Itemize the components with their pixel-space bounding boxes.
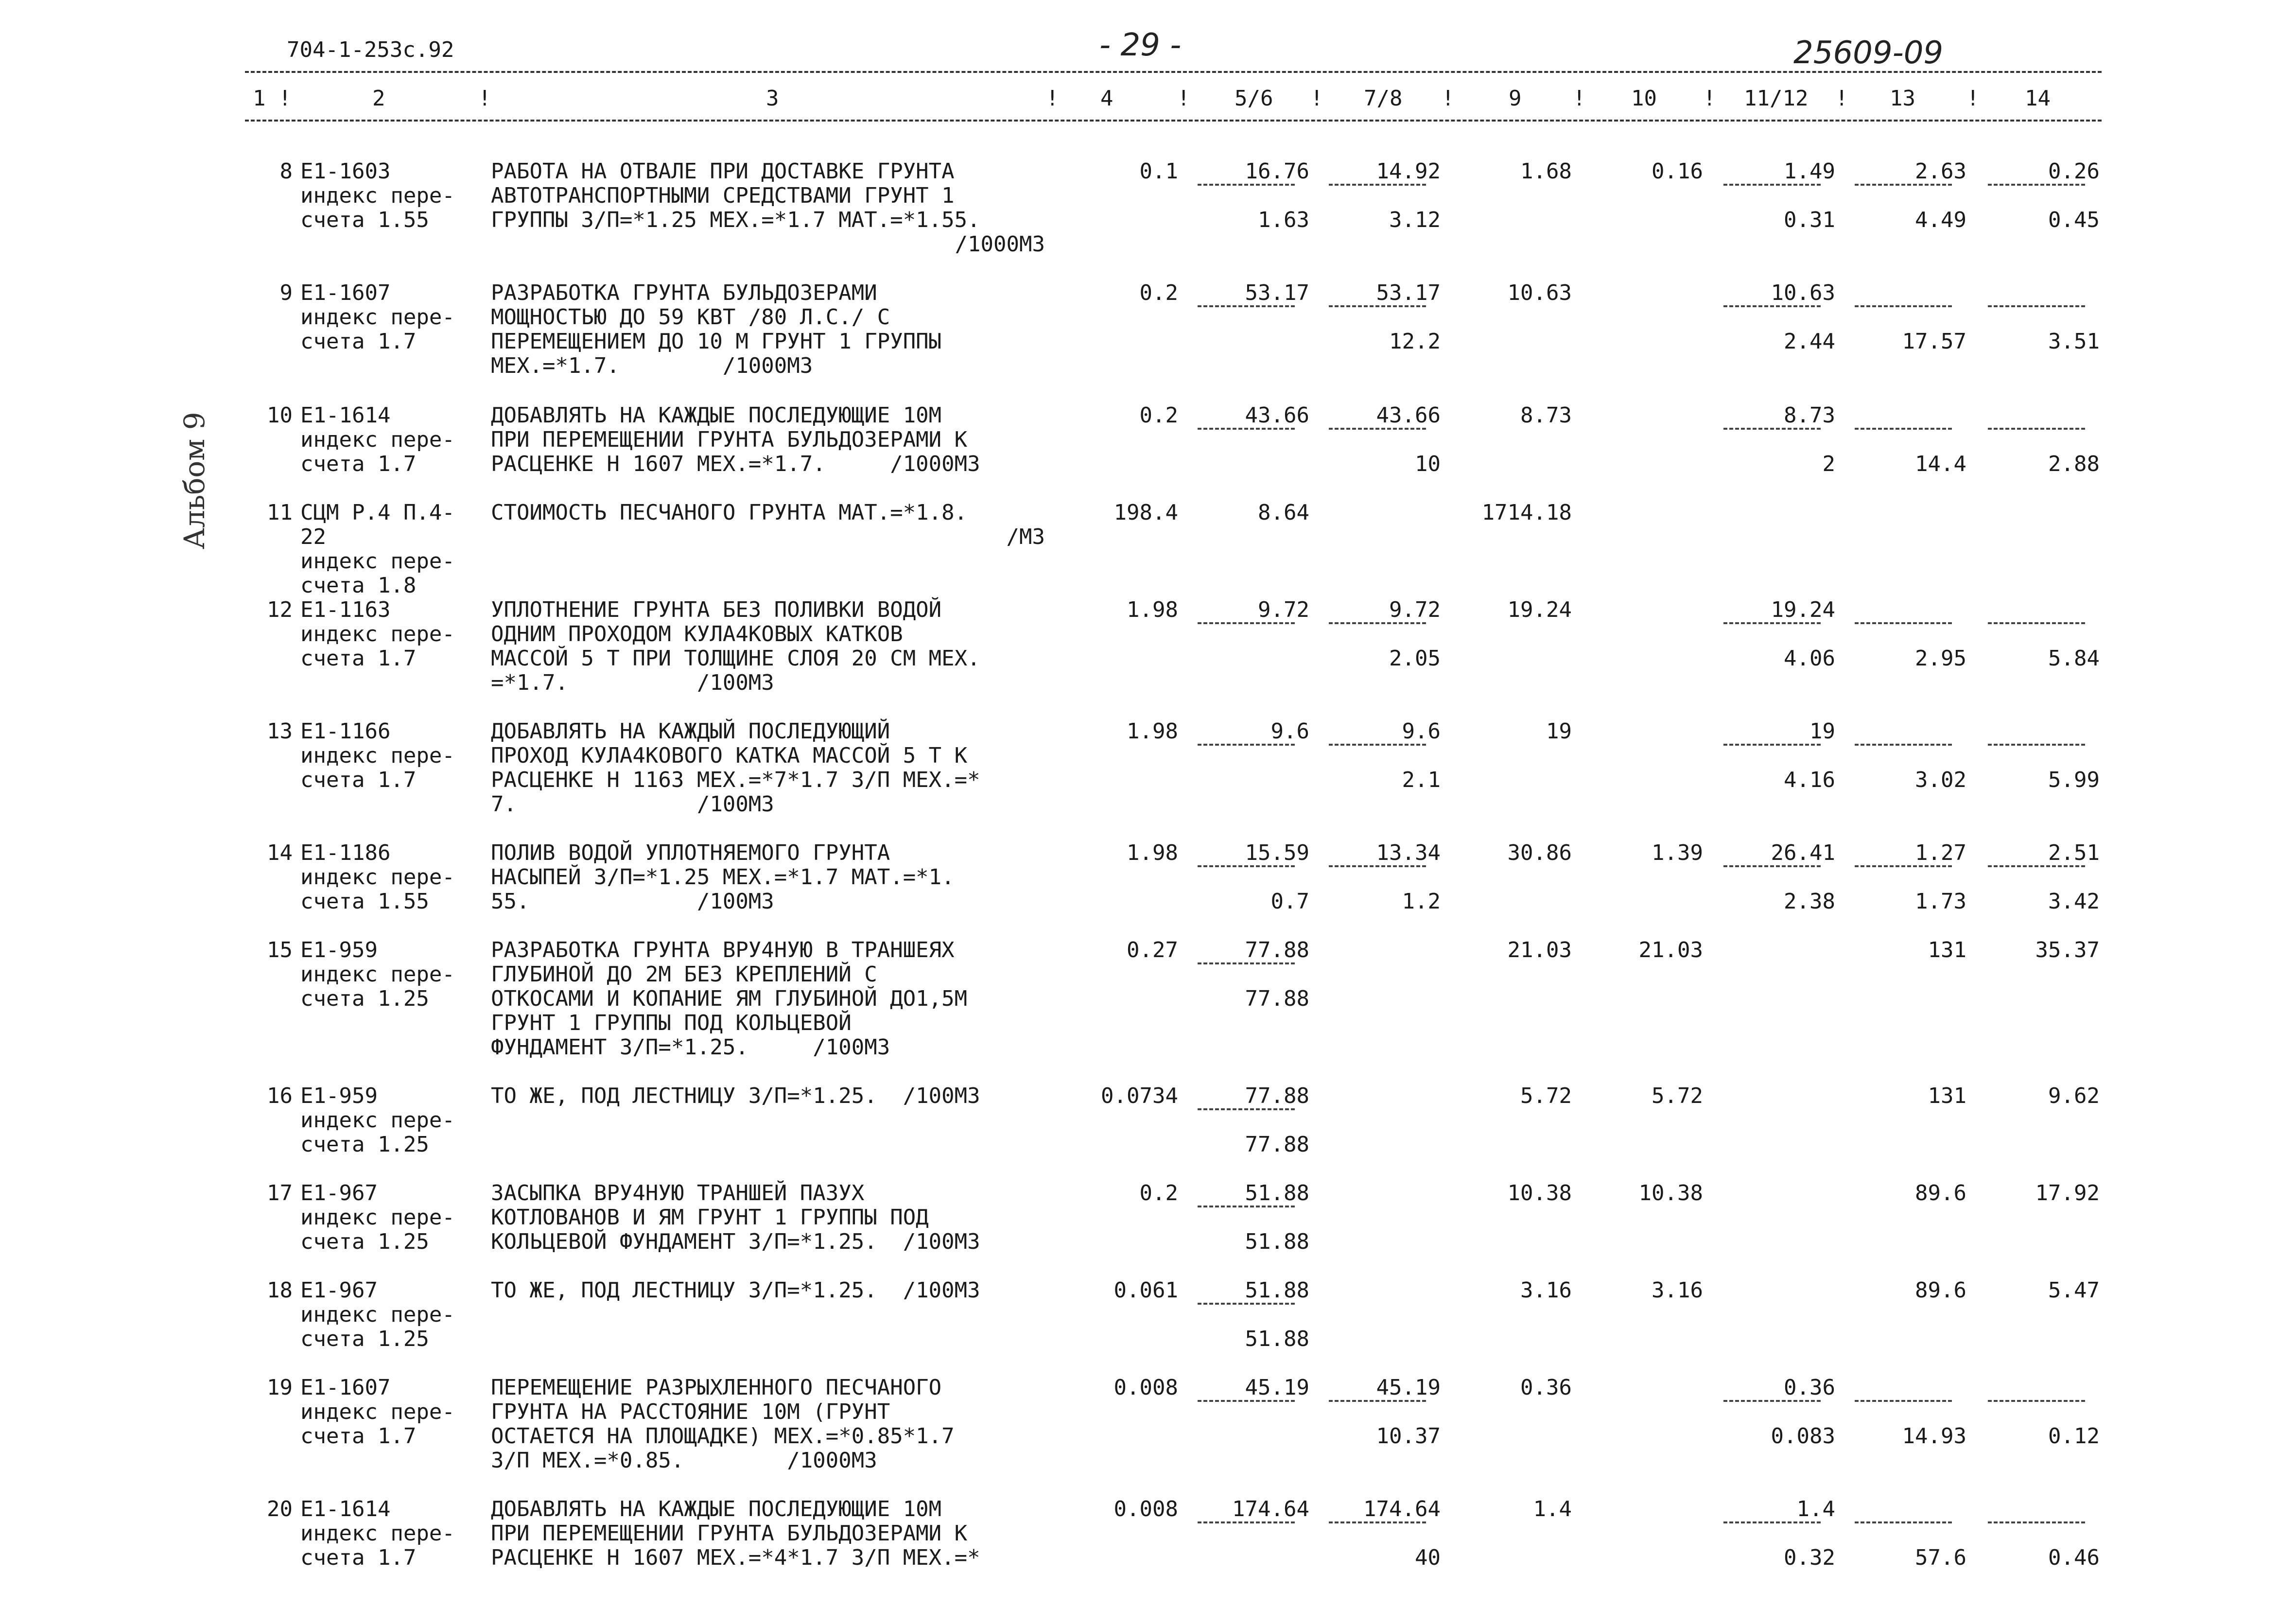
cell-c14b: 0.45 [2048, 208, 2100, 232]
rate-code-line: счета 1.25 [300, 1327, 429, 1351]
cell-c4: 0.2 [1139, 1181, 1178, 1206]
fraction-divider [1988, 428, 2085, 430]
description-line: РАСЦЕНКЕ Н 1607 МЕХ.=*1.7. /1000М3 [491, 452, 980, 476]
cell-c1112: 1.49 [1784, 159, 1835, 184]
fraction-divider [1198, 1303, 1295, 1305]
cell-c10: 21.03 [1638, 938, 1703, 962]
cell-c14: 0.26 [2048, 159, 2100, 184]
fraction-divider [1329, 305, 1426, 307]
col-header-7-8: 7/8 [1364, 86, 1403, 111]
description-line: ГРУППЫ З/П=*1.25 МЕХ.=*1.7 МАТ.=*1.55. [491, 208, 980, 232]
row-number: 11 [267, 500, 293, 525]
doc-code: 704-1-253с.92 [287, 37, 454, 62]
cell-c14: 2.51 [2048, 840, 2100, 865]
cell-c1112: 19.24 [1771, 597, 1835, 622]
rate-code-line: Е1-1163 [300, 597, 391, 622]
rate-code-line: Е1-959 [300, 1084, 378, 1108]
fraction-divider [1723, 622, 1821, 624]
col-header-sep: ! [1573, 86, 1586, 111]
row-number: 20 [267, 1497, 293, 1521]
fraction-divider [1329, 1521, 1426, 1523]
rate-code-line: счета 1.7 [300, 1424, 417, 1449]
fraction-divider [1723, 865, 1821, 867]
description-line: =*1.7. /100М3 [491, 670, 774, 695]
row-number: 9 [279, 280, 293, 305]
cell-c1112b: 0.32 [1784, 1545, 1835, 1570]
row-number: 8 [279, 159, 293, 184]
rate-code-line: Е1-1186 [300, 840, 391, 865]
rate-code-line: счета 1.8 [300, 573, 417, 598]
description-line: ОСТАЕТСЯ НА ПЛОЩАДКЕ) МЕХ.=*0.85*1.7 [491, 1424, 955, 1449]
cell-c14b: 0.12 [2048, 1424, 2100, 1449]
cell-c1112b: 2.44 [1784, 329, 1835, 354]
cell-c56: 51.88 [1245, 1278, 1309, 1303]
rate-code-line: счета 1.7 [300, 329, 417, 354]
cell-c78: 9.6 [1402, 719, 1441, 744]
fraction-divider [1198, 1108, 1295, 1110]
cell-c9: 19.24 [1507, 597, 1572, 622]
fraction-divider [1988, 184, 2085, 186]
description-line: ОТКОСАМИ И КОПАНИЕ ЯМ ГЛУБИНОЙ ДО1,5М [491, 986, 968, 1011]
row-number: 10 [267, 403, 293, 428]
description-line: ПРОХОД КУЛА4КОВОГО КАТКА МАССОЙ 5 Т К [491, 743, 968, 768]
description-line: РАСЦЕНКЕ Н 1163 МЕХ.=*7*1.7 З/П МЕХ.=* [491, 768, 980, 792]
cell-c4: 0.0734 [1101, 1084, 1178, 1108]
cell-c13: 131 [1928, 938, 1966, 962]
cell-c9: 5.72 [1520, 1084, 1572, 1108]
description-line: РАСЦЕНКЕ Н 1607 МЕХ.=*4*1.7 З/П МЕХ.=* [491, 1545, 980, 1570]
fraction-divider [1329, 865, 1426, 867]
description-line: МОЩНОСТЬЮ ДО 59 КВТ /80 Л.С./ С [491, 305, 890, 330]
description-line: ДОБАВЛЯТЬ НА КАЖДЫЕ ПОСЛЕДУЮЩИЕ 10М [491, 403, 942, 428]
fraction-divider [1988, 305, 2085, 307]
cell-c56b: 0.7 [1270, 889, 1309, 914]
col-header-11-12: 11/12 [1744, 86, 1809, 111]
cell-c56: 43.66 [1245, 403, 1309, 428]
cell-c78b: 10 [1415, 452, 1441, 476]
row-number: 15 [267, 938, 293, 962]
cell-c4: 1.98 [1127, 719, 1178, 744]
rate-code-line: счета 1.7 [300, 1545, 417, 1570]
rate-code-line: индекс пере- [300, 1205, 455, 1230]
rate-code-line: Е1-1607 [300, 1375, 391, 1400]
cell-c56b: 51.88 [1245, 1327, 1309, 1351]
fraction-divider [1198, 1400, 1295, 1402]
description-line: ЗАСЫПКА ВРУ4НУЮ ТРАНШЕЙ ПАЗУХ [491, 1181, 865, 1206]
fraction-divider [1855, 428, 1952, 430]
rate-code-line: СЦМ Р.4 П.4- [300, 500, 455, 525]
fraction-divider [1988, 744, 2085, 746]
description-line: ГРУНТ 1 ГРУППЫ ПОД КОЛЬЦЕВОЙ [491, 1011, 852, 1035]
rate-code-line: Е1-1607 [300, 280, 391, 305]
cell-c56: 15.59 [1245, 840, 1309, 865]
cell-c9: 10.63 [1507, 280, 1572, 305]
cell-c78: 45.19 [1376, 1375, 1441, 1400]
fraction-divider [1723, 744, 1821, 746]
cell-c56: 53.17 [1245, 280, 1309, 305]
cell-c10: 0.16 [1652, 159, 1703, 184]
cell-c56b: 1.63 [1258, 208, 1309, 232]
cell-c56: 45.19 [1245, 1375, 1309, 1400]
rate-code-line: индекс пере- [300, 622, 455, 647]
album-side-label: Альбом 9 [178, 412, 211, 549]
row-number: 19 [267, 1375, 293, 1400]
cell-c13: 89.6 [1915, 1181, 1966, 1206]
fraction-divider [1855, 305, 1952, 307]
rate-code-line: индекс пере- [300, 1302, 455, 1327]
cell-c14: 17.92 [2035, 1181, 2100, 1206]
cell-c78: 174.64 [1363, 1497, 1441, 1521]
col-header-1: 1 ! [253, 86, 292, 111]
cell-c13b: 2.95 [1915, 646, 1966, 671]
cell-c14: 9.62 [2048, 1084, 2100, 1108]
description-line: 55. /100М3 [491, 889, 774, 914]
cell-c56b: 77.88 [1245, 1132, 1309, 1157]
cell-c9: 0.36 [1520, 1375, 1572, 1400]
fraction-divider [1855, 184, 1952, 186]
description-line: АВТОТРАНСПОРТНЫМИ СРЕДСТВАМИ ГРУНТ 1 [491, 183, 955, 208]
description-line: ГРУНТА НА РАССТОЯНИЕ 10М (ГРУНТ [491, 1399, 890, 1424]
cell-c4: 0.2 [1139, 403, 1178, 428]
cell-c9: 10.38 [1507, 1181, 1572, 1206]
cell-c56: 16.76 [1245, 159, 1309, 184]
cell-c10: 10.38 [1638, 1181, 1703, 1206]
cell-c78: 43.66 [1376, 403, 1441, 428]
cell-c78b: 40 [1415, 1545, 1441, 1570]
cell-c14: 35.37 [2035, 938, 2100, 962]
cell-c9: 30.86 [1507, 840, 1572, 865]
fraction-divider [1723, 184, 1821, 186]
cell-c1112b: 2 [1822, 452, 1835, 476]
fraction-divider [1329, 622, 1426, 624]
fraction-divider [1988, 865, 2085, 867]
cell-c13: 89.6 [1915, 1278, 1966, 1303]
col-header-2: 2 [372, 86, 385, 111]
fraction-divider [1198, 305, 1295, 307]
cell-c78b: 2.05 [1389, 646, 1441, 671]
description-line: ФУНДАМЕНТ З/П=*1.25. /100М3 [491, 1035, 890, 1060]
col-header-9: 9 [1509, 86, 1522, 111]
col-header-13: 13 [1890, 86, 1915, 111]
description-line: СТОИМОСТЬ ПЕСЧАНОГО ГРУНТА МАТ.=*1.8. [491, 500, 968, 525]
cell-c13b: 3.02 [1915, 768, 1966, 792]
col-header-14: 14 [2025, 86, 2051, 111]
fraction-divider [1988, 1400, 2085, 1402]
rate-code-line: Е1-959 [300, 938, 378, 962]
cell-c4: 0.2 [1139, 280, 1178, 305]
rate-code-line: Е1-967 [300, 1181, 378, 1206]
cell-c1112: 10.63 [1771, 280, 1835, 305]
rate-code-line: счета 1.7 [300, 768, 417, 792]
cell-c56: 9.6 [1270, 719, 1309, 744]
fraction-divider [1198, 622, 1295, 624]
rate-code-line: Е1-967 [300, 1278, 378, 1303]
cell-c10: 3.16 [1652, 1278, 1703, 1303]
fraction-divider [1198, 1206, 1295, 1207]
col-header-sep: ! [1310, 86, 1323, 111]
row-number: 12 [267, 597, 293, 622]
cell-c4: 0.008 [1113, 1497, 1178, 1521]
description-line: МАССОЙ 5 Т ПРИ ТОЛЩИНЕ СЛОЯ 20 СМ МЕХ. [491, 646, 980, 671]
cell-c1112: 8.73 [1784, 403, 1835, 428]
cell-c14b: 2.88 [2048, 452, 2100, 476]
col-header-10: 10 [1631, 86, 1657, 111]
rate-code-line: индекс пере- [300, 427, 455, 452]
rate-code-line: индекс пере- [300, 183, 455, 208]
fraction-divider [1723, 1521, 1821, 1523]
cell-c13b: 1.73 [1915, 889, 1966, 914]
fraction-divider [1723, 428, 1821, 430]
rate-code-line: Е1-1166 [300, 719, 391, 744]
col-header-sep: ! [1442, 86, 1455, 111]
cell-c4: 1.98 [1127, 597, 1178, 622]
description-line: МЕХ.=*1.7. /1000М3 [491, 353, 813, 378]
fraction-divider [1198, 428, 1295, 430]
cell-c9: 19 [1546, 719, 1572, 744]
rate-code-line: индекс пере- [300, 962, 455, 987]
cell-c78b: 2.1 [1402, 768, 1441, 792]
rate-code-line: Е1-1603 [300, 159, 391, 184]
col-header-sep: ! [478, 86, 491, 111]
rate-code-line: индекс пере- [300, 549, 455, 574]
fraction-divider [1988, 622, 2085, 624]
page-number: - 29 - [1099, 27, 1182, 63]
fraction-divider [1198, 184, 1295, 186]
cell-c56: 77.88 [1245, 938, 1309, 962]
cell-c14b: 0.46 [2048, 1545, 2100, 1570]
fraction-divider [1855, 1521, 1952, 1523]
cell-c13b: 4.49 [1915, 208, 1966, 232]
cell-c56: 77.88 [1245, 1084, 1309, 1108]
cell-c1112: 26.41 [1771, 840, 1835, 865]
cell-c1112b: 4.16 [1784, 768, 1835, 792]
header-rule-bottom [245, 120, 2102, 122]
cell-c9: 8.73 [1520, 403, 1572, 428]
row-number: 14 [267, 840, 293, 865]
cell-c9: 1.4 [1533, 1497, 1572, 1521]
cell-c1112b: 0.083 [1771, 1424, 1835, 1449]
fraction-divider [1855, 622, 1952, 624]
cell-c14b: 3.42 [2048, 889, 2100, 914]
rate-code-line: индекс пере- [300, 1108, 455, 1133]
col-header-3: 3 [766, 86, 779, 111]
cell-c13: 1.27 [1915, 840, 1966, 865]
description-line: ПОЛИВ ВОДОЙ УПЛОТНЯЕМОГО ГРУНТА [491, 840, 890, 865]
cell-c13: 2.63 [1915, 159, 1966, 184]
cell-c56b: 77.88 [1245, 986, 1309, 1011]
rate-code-line: счета 1.7 [300, 646, 417, 671]
fraction-divider [1198, 744, 1295, 746]
rate-code-line: индекс пере- [300, 743, 455, 768]
cell-c78b: 3.12 [1389, 208, 1441, 232]
col-header-sep: ! [1177, 86, 1190, 111]
cell-c4: 0.061 [1113, 1278, 1178, 1303]
description-line: ПЕРЕМЕЩЕНИЕ РАЗРЫХЛЕННОГО ПЕСЧАНОГО [491, 1375, 942, 1400]
col-header-sep: ! [1046, 86, 1059, 111]
rate-code-line: счета 1.55 [300, 208, 429, 232]
cell-c56b: 51.88 [1245, 1229, 1309, 1254]
cell-c1112b: 4.06 [1784, 646, 1835, 671]
description-line: 7. /100М3 [491, 792, 774, 817]
cell-c13: 131 [1928, 1084, 1966, 1108]
description-line: УПЛОТНЕНИЕ ГРУНТА БЕЗ ПОЛИВКИ ВОДОЙ [491, 597, 942, 622]
fraction-divider [1723, 305, 1821, 307]
cell-c78: 14.92 [1376, 159, 1441, 184]
description-line: ПЕРЕМЕЩЕНИЕМ ДО 10 М ГРУНТ 1 ГРУППЫ [491, 329, 942, 354]
cell-c1112b: 2.38 [1784, 889, 1835, 914]
cell-c10: 5.72 [1652, 1084, 1703, 1108]
rate-code-line: индекс пере- [300, 1521, 455, 1546]
rate-code-line: Е1-1614 [300, 403, 391, 428]
cell-c4: 0.27 [1127, 938, 1178, 962]
document-number: 25609-09 [1793, 35, 1944, 71]
cell-c9: 1.68 [1520, 159, 1572, 184]
rate-code-line: счета 1.25 [300, 1229, 429, 1254]
col-header-5-6: 5/6 [1235, 86, 1273, 111]
cell-c13b: 17.57 [1902, 329, 1966, 354]
cell-c4: 0.008 [1113, 1375, 1178, 1400]
description-line: ТО ЖЕ, ПОД ЛЕСТНИЦУ З/П=*1.25. /100М3 [491, 1084, 980, 1108]
fraction-divider [1723, 1400, 1821, 1402]
cell-c13b: 14.93 [1902, 1424, 1966, 1449]
rate-code-line: индекс пере- [300, 305, 455, 330]
fraction-divider [1198, 962, 1295, 964]
cell-c78: 13.34 [1376, 840, 1441, 865]
col-header-sep: ! [1703, 86, 1716, 111]
description-line: /1000М3 [955, 232, 1045, 257]
description-line: ГЛУБИНОЙ ДО 2М БЕЗ КРЕПЛЕНИЙ С [491, 962, 877, 987]
rate-code-line: счета 1.7 [300, 452, 417, 476]
fraction-divider [1988, 1521, 2085, 1523]
rate-code-line: счета 1.25 [300, 986, 429, 1011]
description-line: ОДНИМ ПРОХОДОМ КУЛА4КОВЫХ КАТКОВ [491, 622, 903, 647]
row-number: 13 [267, 719, 293, 744]
fraction-divider [1855, 865, 1952, 867]
cell-c13b: 14.4 [1915, 452, 1966, 476]
cell-c1112: 0.36 [1784, 1375, 1835, 1400]
cell-c78b: 12.2 [1389, 329, 1441, 354]
description-line: ПРИ ПЕРЕМЕЩЕНИИ ГРУНТА БУЛЬДОЗЕРАМИ К [491, 1521, 968, 1546]
description-line: РАБОТА НА ОТВАЛЕ ПРИ ДОСТАВКЕ ГРУНТА [491, 159, 955, 184]
col-header-4: 4 [1100, 86, 1113, 111]
fraction-divider [1329, 1400, 1426, 1402]
cell-c9: 3.16 [1520, 1278, 1572, 1303]
description-line: ДОБАВЛЯТЬ НА КАЖДЫЕ ПОСЛЕДУЮЩИЕ 10М [491, 1497, 942, 1521]
col-header-sep: ! [1966, 86, 1980, 111]
description-line: КОТЛОВАНОВ И ЯМ ГРУНТ 1 ГРУППЫ ПОД [491, 1205, 929, 1230]
description-line: НАСЫПЕЙ З/П=*1.25 МЕХ.=*1.7 МАТ.=*1. [491, 865, 955, 890]
fraction-divider [1855, 1400, 1952, 1402]
fraction-divider [1198, 865, 1295, 867]
description-line: КОЛЬЦЕВОЙ ФУНДАМЕНТ З/П=*1.25. /100М3 [491, 1229, 980, 1254]
description-line: РАЗРАБОТКА ГРУНТА БУЛЬДОЗЕРАМИ [491, 280, 877, 305]
rate-code-line: счета 1.55 [300, 889, 429, 914]
rate-code-line: счета 1.25 [300, 1132, 429, 1157]
cell-c9: 1714.18 [1481, 500, 1572, 525]
cell-c4: 198.4 [1113, 500, 1178, 525]
fraction-divider [1329, 744, 1426, 746]
cell-c56: 9.72 [1258, 597, 1309, 622]
fraction-divider [1329, 184, 1426, 186]
fraction-divider [1329, 428, 1426, 430]
cell-c78b: 10.37 [1376, 1424, 1441, 1449]
description-line: З/П МЕХ.=*0.85. /1000М3 [491, 1448, 877, 1473]
cell-c56: 8.64 [1258, 500, 1309, 525]
cell-c14b: 5.84 [2048, 646, 2100, 671]
cell-c56: 174.64 [1232, 1497, 1309, 1521]
cell-c78: 9.72 [1389, 597, 1441, 622]
description-line: ДОБАВЛЯТЬ НА КАЖДЫЙ ПОСЛЕДУЮЩИЙ [491, 719, 890, 744]
fraction-divider [1855, 744, 1952, 746]
cell-c1112: 1.4 [1796, 1497, 1835, 1521]
row-number: 16 [267, 1084, 293, 1108]
cell-c4: 1.98 [1127, 840, 1178, 865]
description-line: /М3 [1006, 524, 1045, 549]
cell-c14: 5.47 [2048, 1278, 2100, 1303]
description-line: ПРИ ПЕРЕМЕЩЕНИИ ГРУНТА БУЛЬДОЗЕРАМИ К [491, 427, 968, 452]
row-number: 18 [267, 1278, 293, 1303]
col-header-sep: ! [1835, 86, 1848, 111]
cell-c14b: 3.51 [2048, 329, 2100, 354]
cell-c13b: 57.6 [1915, 1545, 1966, 1570]
description-line: ТО ЖЕ, ПОД ЛЕСТНИЦУ З/П=*1.25. /100М3 [491, 1278, 980, 1303]
row-number: 17 [267, 1181, 293, 1206]
cell-c9: 21.03 [1507, 938, 1572, 962]
rate-code-line: Е1-1614 [300, 1497, 391, 1521]
cell-c4: 0.1 [1139, 159, 1178, 184]
rate-code-line: индекс пере- [300, 865, 455, 890]
cell-c1112b: 0.31 [1784, 208, 1835, 232]
header-rule-top [245, 71, 2102, 73]
description-line: РАЗРАБОТКА ГРУНТА ВРУ4НУЮ В ТРАНШЕЯХ [491, 938, 955, 962]
cell-c78: 53.17 [1376, 280, 1441, 305]
cell-c78b: 1.2 [1402, 889, 1441, 914]
cell-c10: 1.39 [1652, 840, 1703, 865]
fraction-divider [1198, 1521, 1295, 1523]
cell-c14b: 5.99 [2048, 768, 2100, 792]
rate-code-line: индекс пере- [300, 1399, 455, 1424]
cell-c56: 51.88 [1245, 1181, 1309, 1206]
cell-c1112: 19 [1809, 719, 1835, 744]
rate-code-line: 22 [300, 524, 326, 549]
